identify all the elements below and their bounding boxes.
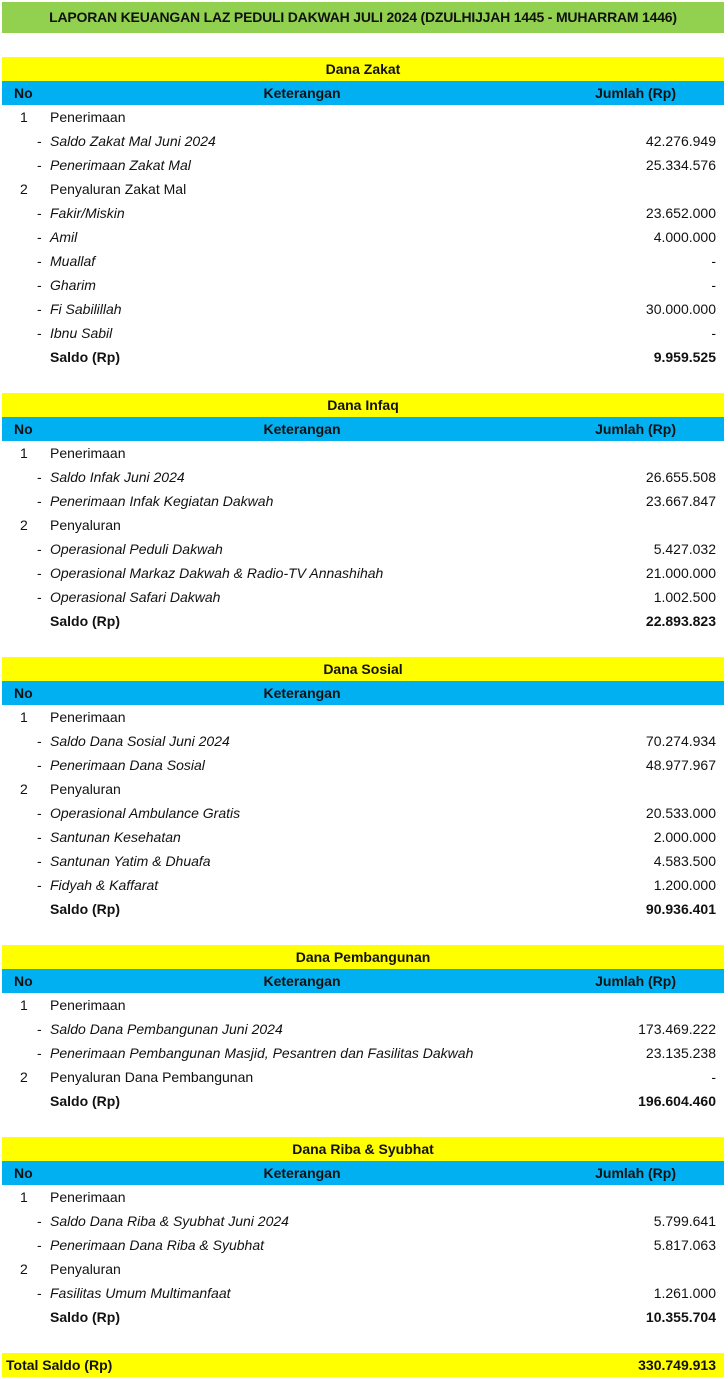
- row-amount: 1.261.000: [653, 1285, 716, 1301]
- row-number: 1: [20, 445, 28, 461]
- table-row: [2, 225, 724, 249]
- header-no: No: [14, 85, 33, 101]
- row-amount: 2.000.000: [653, 829, 716, 845]
- report-title: LAPORAN KEUANGAN LAZ PEDULI DAKWAH JULI 2024 (DZULHIJJAH 1445 - MUHARRAM 1446): [2, 2, 724, 33]
- row-amount: -: [711, 325, 716, 341]
- row-amount: 22.893.823: [645, 613, 716, 629]
- total-saldo-value: 330.749.913: [638, 1357, 716, 1373]
- section-title: Dana Pembangunan: [2, 945, 724, 969]
- table-row: [2, 273, 724, 297]
- row-amount: 48.977.967: [645, 757, 716, 773]
- row-amount: 23.667.847: [645, 493, 716, 509]
- bullet-dash: -: [37, 469, 42, 485]
- table-row: [2, 585, 724, 609]
- saldo-row: [2, 609, 724, 633]
- row-amount: -: [711, 1069, 716, 1085]
- row-label: Penerimaan: [50, 109, 126, 125]
- section-dana-sosial: [2, 657, 724, 921]
- table-row: [2, 1209, 724, 1233]
- bullet-dash: -: [37, 253, 42, 269]
- table-row: [2, 201, 724, 225]
- row-label: Fakir/Miskin: [50, 205, 125, 221]
- table-row: [2, 561, 724, 585]
- bullet-dash: -: [37, 301, 42, 317]
- bullet-dash: -: [37, 229, 42, 245]
- header-jumlah: Jumlah (Rp): [595, 85, 676, 101]
- row-amount: 42.276.949: [645, 133, 716, 149]
- row-label: Saldo Zakat Mal Juni 2024: [50, 133, 216, 149]
- table-row: [2, 753, 724, 777]
- table-row: [2, 465, 724, 489]
- row-number: 2: [20, 1069, 28, 1085]
- bullet-dash: -: [37, 829, 42, 845]
- row-amount: -: [711, 253, 716, 269]
- section-dana-riba-syubhat: [2, 1137, 724, 1329]
- bullet-dash: -: [37, 1285, 42, 1301]
- row-label: Penerimaan Zakat Mal: [50, 157, 191, 173]
- table-header: [2, 417, 724, 441]
- bullet-dash: -: [37, 493, 42, 509]
- header-no: No: [14, 973, 33, 989]
- bullet-dash: -: [37, 853, 42, 869]
- row-amount: 5.799.641: [653, 1213, 716, 1229]
- row-amount: 70.274.934: [645, 733, 716, 749]
- header-no: No: [14, 1165, 33, 1181]
- row-amount: 1.200.000: [653, 877, 716, 893]
- row-label: Amil: [50, 229, 78, 245]
- table-header: [2, 681, 724, 705]
- row-label: Ibnu Sabil: [50, 325, 113, 341]
- group-row: [2, 705, 724, 729]
- row-label: Operasional Ambulance Gratis: [50, 805, 241, 821]
- row-number: 2: [20, 781, 28, 797]
- header-jumlah: Jumlah (Rp): [595, 421, 676, 437]
- row-amount: 1.002.500: [653, 589, 716, 605]
- row-amount: 25.334.576: [645, 157, 716, 173]
- row-amount: 90.936.401: [645, 901, 716, 917]
- row-label: Fi Sabilillah: [50, 301, 122, 317]
- section-title: Dana Zakat: [2, 57, 724, 81]
- table-row: [2, 537, 724, 561]
- row-amount: 5.427.032: [653, 541, 716, 557]
- bullet-dash: -: [37, 157, 42, 173]
- row-label: Saldo (Rp): [50, 613, 120, 629]
- bullet-dash: -: [37, 1213, 42, 1229]
- row-label: Penyaluran: [50, 517, 121, 533]
- saldo-row: [2, 1305, 724, 1329]
- bullet-dash: -: [37, 205, 42, 221]
- row-label: Penerimaan Dana Riba & Syubhat: [50, 1237, 265, 1253]
- bullet-dash: -: [37, 565, 42, 581]
- section-title: Dana Riba & Syubhat: [2, 1137, 724, 1161]
- table-row: [2, 729, 724, 753]
- row-label: Penyaluran: [50, 1261, 121, 1277]
- row-label: Saldo (Rp): [50, 1093, 120, 1109]
- bullet-dash: -: [37, 1021, 42, 1037]
- row-label: Operasional Peduli Dakwah: [50, 541, 223, 557]
- row-number: 2: [20, 181, 28, 197]
- total-saldo-row: [2, 1353, 724, 1377]
- row-label: Penerimaan: [50, 445, 126, 461]
- group-row: [2, 1185, 724, 1209]
- group-row: [2, 777, 724, 801]
- group-row: [2, 441, 724, 465]
- section-dana-infaq: [2, 393, 724, 633]
- group-row: [2, 1065, 724, 1089]
- group-row: [2, 105, 724, 129]
- row-label: Saldo (Rp): [50, 349, 120, 365]
- bullet-dash: -: [37, 589, 42, 605]
- header-keterangan: Keterangan: [263, 1165, 341, 1181]
- table-row: [2, 1233, 724, 1257]
- row-amount: 173.469.222: [638, 1021, 716, 1037]
- row-label: Santunan Yatim & Dhuafa: [50, 853, 211, 869]
- group-row: [2, 177, 724, 201]
- header-jumlah: Jumlah (Rp): [595, 1165, 676, 1181]
- row-amount: 4.000.000: [653, 229, 716, 245]
- row-amount: 196.604.460: [638, 1093, 716, 1109]
- table-row: [2, 249, 724, 273]
- row-label: Fasilitas Umum Multimanfaat: [50, 1285, 231, 1301]
- group-row: [2, 993, 724, 1017]
- row-amount: 23.135.238: [645, 1045, 716, 1061]
- table-row: [2, 1281, 724, 1305]
- saldo-row: [2, 345, 724, 369]
- row-amount: 21.000.000: [645, 565, 716, 581]
- row-label: Saldo Infak Juni 2024: [50, 469, 185, 485]
- row-label: Saldo Dana Riba & Syubhat Juni 2024: [50, 1213, 289, 1229]
- row-number: 1: [20, 997, 28, 1013]
- row-label: Operasional Markaz Dakwah & Radio-TV Annashihah: [50, 565, 384, 581]
- row-amount: 20.533.000: [645, 805, 716, 821]
- group-row: [2, 1257, 724, 1281]
- row-number: 2: [20, 517, 28, 533]
- row-label: Penerimaan Infak Kegiatan Dakwah: [50, 493, 274, 509]
- row-label: Muallaf: [50, 253, 96, 269]
- bullet-dash: -: [37, 541, 42, 557]
- row-amount: 5.817.063: [653, 1237, 716, 1253]
- row-label: Saldo (Rp): [50, 901, 120, 917]
- row-amount: 23.652.000: [645, 205, 716, 221]
- bullet-dash: -: [37, 1045, 42, 1061]
- header-keterangan: Keterangan: [263, 421, 341, 437]
- section-title: Dana Infaq: [2, 393, 724, 417]
- row-amount: 4.583.500: [653, 853, 716, 869]
- row-label: Penyaluran Zakat Mal: [50, 181, 187, 197]
- header-no: No: [14, 685, 33, 701]
- section-dana-zakat: [2, 57, 724, 369]
- row-label: Santunan Kesehatan: [50, 829, 181, 845]
- header-keterangan: Keterangan: [263, 685, 341, 701]
- saldo-row: [2, 1089, 724, 1113]
- table-row: [2, 129, 724, 153]
- row-amount: 10.355.704: [645, 1309, 716, 1325]
- row-label: Operasional Safari Dakwah: [50, 589, 221, 605]
- row-amount: 30.000.000: [645, 301, 716, 317]
- row-amount: -: [711, 277, 716, 293]
- table-header: [2, 1161, 724, 1185]
- section-dana-pembangunan: [2, 945, 724, 1113]
- row-label: Penyaluran: [50, 781, 121, 797]
- row-number: 2: [20, 1261, 28, 1277]
- row-label: Saldo Dana Sosial Juni 2024: [50, 733, 230, 749]
- bullet-dash: -: [37, 805, 42, 821]
- table-row: [2, 153, 724, 177]
- row-label: Saldo Dana Pembangunan Juni 2024: [50, 1021, 283, 1037]
- table-row: [2, 489, 724, 513]
- row-label: Penerimaan Pembangunan Masjid, Pesantren dan Fasilitas Dakwah: [50, 1045, 474, 1061]
- row-label: Penerimaan: [50, 709, 126, 725]
- row-amount: 26.655.508: [645, 469, 716, 485]
- row-label: Gharim: [50, 277, 96, 293]
- header-no: No: [14, 421, 33, 437]
- header-keterangan: Keterangan: [263, 973, 341, 989]
- bullet-dash: -: [37, 277, 42, 293]
- bullet-dash: -: [37, 733, 42, 749]
- row-label: Penerimaan Dana Sosial: [50, 757, 205, 773]
- table-row: [2, 801, 724, 825]
- header-jumlah: Jumlah (Rp): [595, 973, 676, 989]
- table-row: [2, 321, 724, 345]
- group-row: [2, 513, 724, 537]
- table-row: [2, 873, 724, 897]
- total-saldo-label: Total Saldo (Rp): [6, 1357, 113, 1373]
- row-number: 1: [20, 1189, 28, 1205]
- row-label: Penerimaan: [50, 997, 126, 1013]
- table-row: [2, 1041, 724, 1065]
- bullet-dash: -: [37, 1237, 42, 1253]
- section-title: Dana Sosial: [2, 657, 724, 681]
- table-header: [2, 81, 724, 105]
- row-number: 1: [20, 109, 28, 125]
- bullet-dash: -: [37, 877, 42, 893]
- table-row: [2, 825, 724, 849]
- table-header: [2, 969, 724, 993]
- saldo-row: [2, 897, 724, 921]
- bullet-dash: -: [37, 133, 42, 149]
- table-row: [2, 297, 724, 321]
- row-label: Penerimaan: [50, 1189, 126, 1205]
- row-label: Fidyah & Kaffarat: [50, 877, 159, 893]
- bullet-dash: -: [37, 757, 42, 773]
- bullet-dash: -: [37, 325, 42, 341]
- row-label: Penyaluran Dana Pembangunan: [50, 1069, 254, 1085]
- row-label: Saldo (Rp): [50, 1309, 120, 1325]
- row-number: 1: [20, 709, 28, 725]
- table-row: [2, 1017, 724, 1041]
- row-amount: 9.959.525: [653, 349, 716, 365]
- header-keterangan: Keterangan: [263, 85, 341, 101]
- table-row: [2, 849, 724, 873]
